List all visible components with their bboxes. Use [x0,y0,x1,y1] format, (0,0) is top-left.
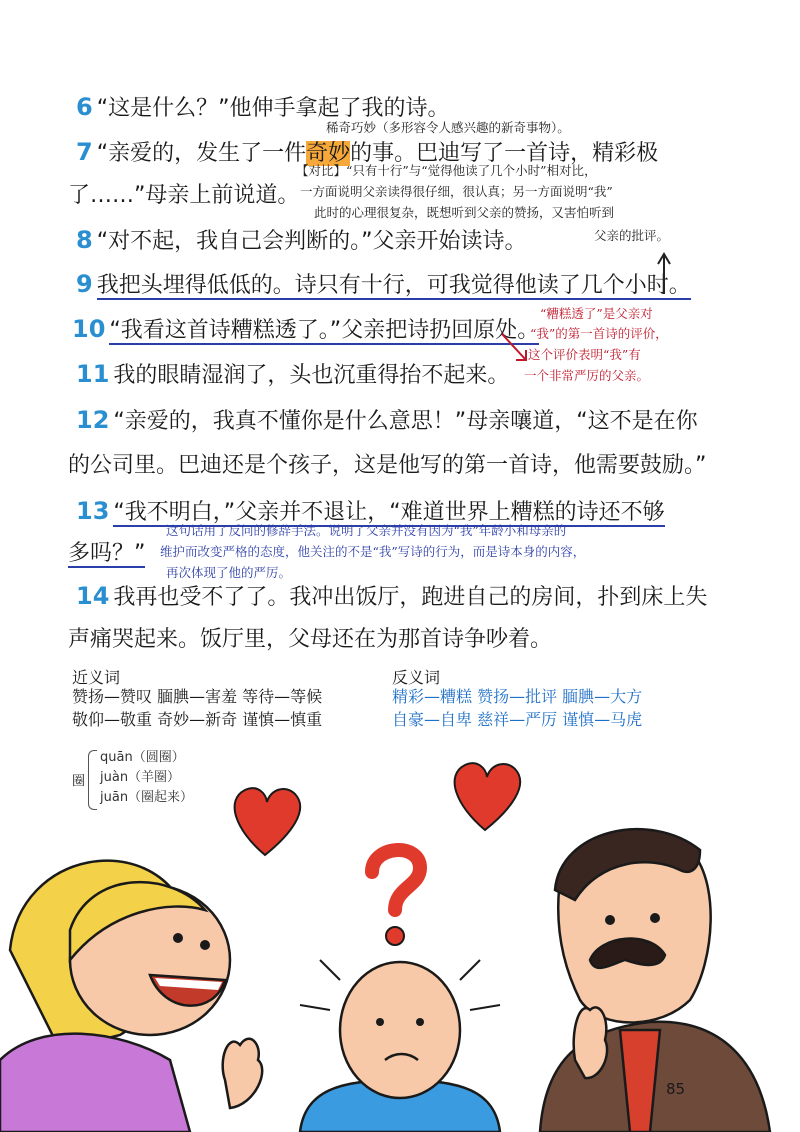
note-fanwen-line2: 维护而改变严格的态度，他关注的不是“我”写诗的行为，而是诗本身的内容， [160,544,586,559]
mother-figure [0,861,262,1132]
paragraph-number: 6 [76,93,93,121]
paragraph-text: “对不起，我自己会判断的。”父亲开始读诗。 [96,229,527,254]
paragraph-text: “亲爱的，发生了一件 [96,141,307,166]
paragraph-number: 10 [72,315,106,343]
heart-icon [235,788,301,855]
paragraph-text: “我看这首诗糟糕透了。”父亲把诗扔回原处。 [109,318,540,343]
antonym-title: 反义词 [392,668,441,687]
paragraph-number: 9 [76,270,93,298]
paragraph-text: 我的眼睛湿润了，头也沉重得抬不起来。 [113,363,510,388]
pinyin-reading: quān（圆圈） [100,750,185,765]
boy-figure [300,960,500,1132]
synonym-title: 近义词 [72,668,121,687]
paragraph-number: 11 [76,360,110,388]
note-zaogao-line3: 这个评价表明“我”有 [528,347,641,362]
paragraph-number: 12 [76,406,110,434]
paragraph-text: 多吗？” [68,541,146,566]
paragraph-text: “这是什么？”他伸手拿起了我的诗。 [96,96,450,121]
note-duibi-line3: 此时的心理很复杂，既想听到父亲的赞扬，又害怕听到 [314,205,615,220]
father-figure [540,829,770,1132]
note-duibi-line1: 【对比】“只有十行”与“觉得他读了几个小时”相对比， [296,163,597,178]
paragraph-number: 7 [76,138,93,166]
paragraph-7-line2: 了……”母亲上前说道。 [68,183,300,208]
paragraph-number: 8 [76,226,93,254]
family-illustration [0,760,800,1132]
note-fanwen-line1: 这句话用了反问的修辞手法。说明了父亲并没有因为“我”年龄小和母亲的 [166,523,567,538]
arrow-up-icon [654,250,674,296]
highlight-word: 奇妙 [306,141,351,166]
page-number: 85 [666,1080,686,1098]
synonym-row: 敬仰—敬重 奇妙—新奇 谨慎—慎重 [72,710,323,729]
note-fanwen-line3: 再次体现了他的严厉。 [166,565,292,580]
paragraph-9 [76,270,691,300]
paragraph-text: 我再也受不了了。我冲出饭厅，跑进自己的房间，扑到床上失 [113,585,708,610]
paragraph-11 [76,360,509,390]
pinyin-reading: juān（圈起来） [100,790,194,805]
paragraph-text: 我把头埋得低低的。诗只有十行，可我觉得他读了几个小时。 [96,273,691,298]
antonym-row: 精彩—糟糕 赞扬—批评 腼腆—大方 [392,687,643,706]
paragraph-number: 13 [76,497,110,525]
paragraph-10 [72,315,539,345]
paragraph-text: “我不明白，”父亲并不退让，“难道世界上糟糕的诗还不够 [113,500,665,525]
note-duibi-line2: 一方面说明父亲读得很仔细，很认真；另一方面说明“我” [300,184,613,199]
note-qimiao: 稀奇巧妙（多形容令人感兴趣的新奇事物）。 [326,120,570,135]
paragraph-12 [76,406,698,436]
polyphone-char: 圈 [72,774,86,789]
note-duibi-line4: 父亲的批评。 [594,228,670,243]
note-zaogao-line1: “糟糕透了”是父亲对 [540,306,653,321]
heart-icon [455,763,521,830]
note-zaogao-line4: 一个非常严厉的父亲。 [524,368,650,383]
paragraph-14 [76,582,707,612]
antonym-row: 自豪—自卑 慈祥—严厉 谨慎—马虎 [392,710,643,729]
paragraph-text: “亲爱的，我真不懂你是什么意思！”母亲嚷道，“这不是在你 [113,409,698,434]
pinyin-reading: juàn（羊圈） [100,770,181,785]
paragraph-13-line2 [68,540,145,568]
paragraph-text: 的事。巴迪写了一首诗，精彩极 [350,141,659,166]
synonym-row: 赞扬—赞叹 腼腆—害羞 等待—等候 [72,687,323,706]
paragraph-8 [76,226,527,256]
question-mark-icon [372,850,420,945]
note-zaogao-line2: “我”的第一首诗的评价， [530,326,668,341]
paragraph-12-line2: 的公司里。巴迪还是个孩子，这是他写的第一首诗，他需要鼓励。” [68,453,707,478]
paragraph-number: 14 [76,582,110,610]
paragraph-14-line2: 声痛哭起来。饭厅里，父母还在为那首诗争吵着。 [68,627,553,652]
